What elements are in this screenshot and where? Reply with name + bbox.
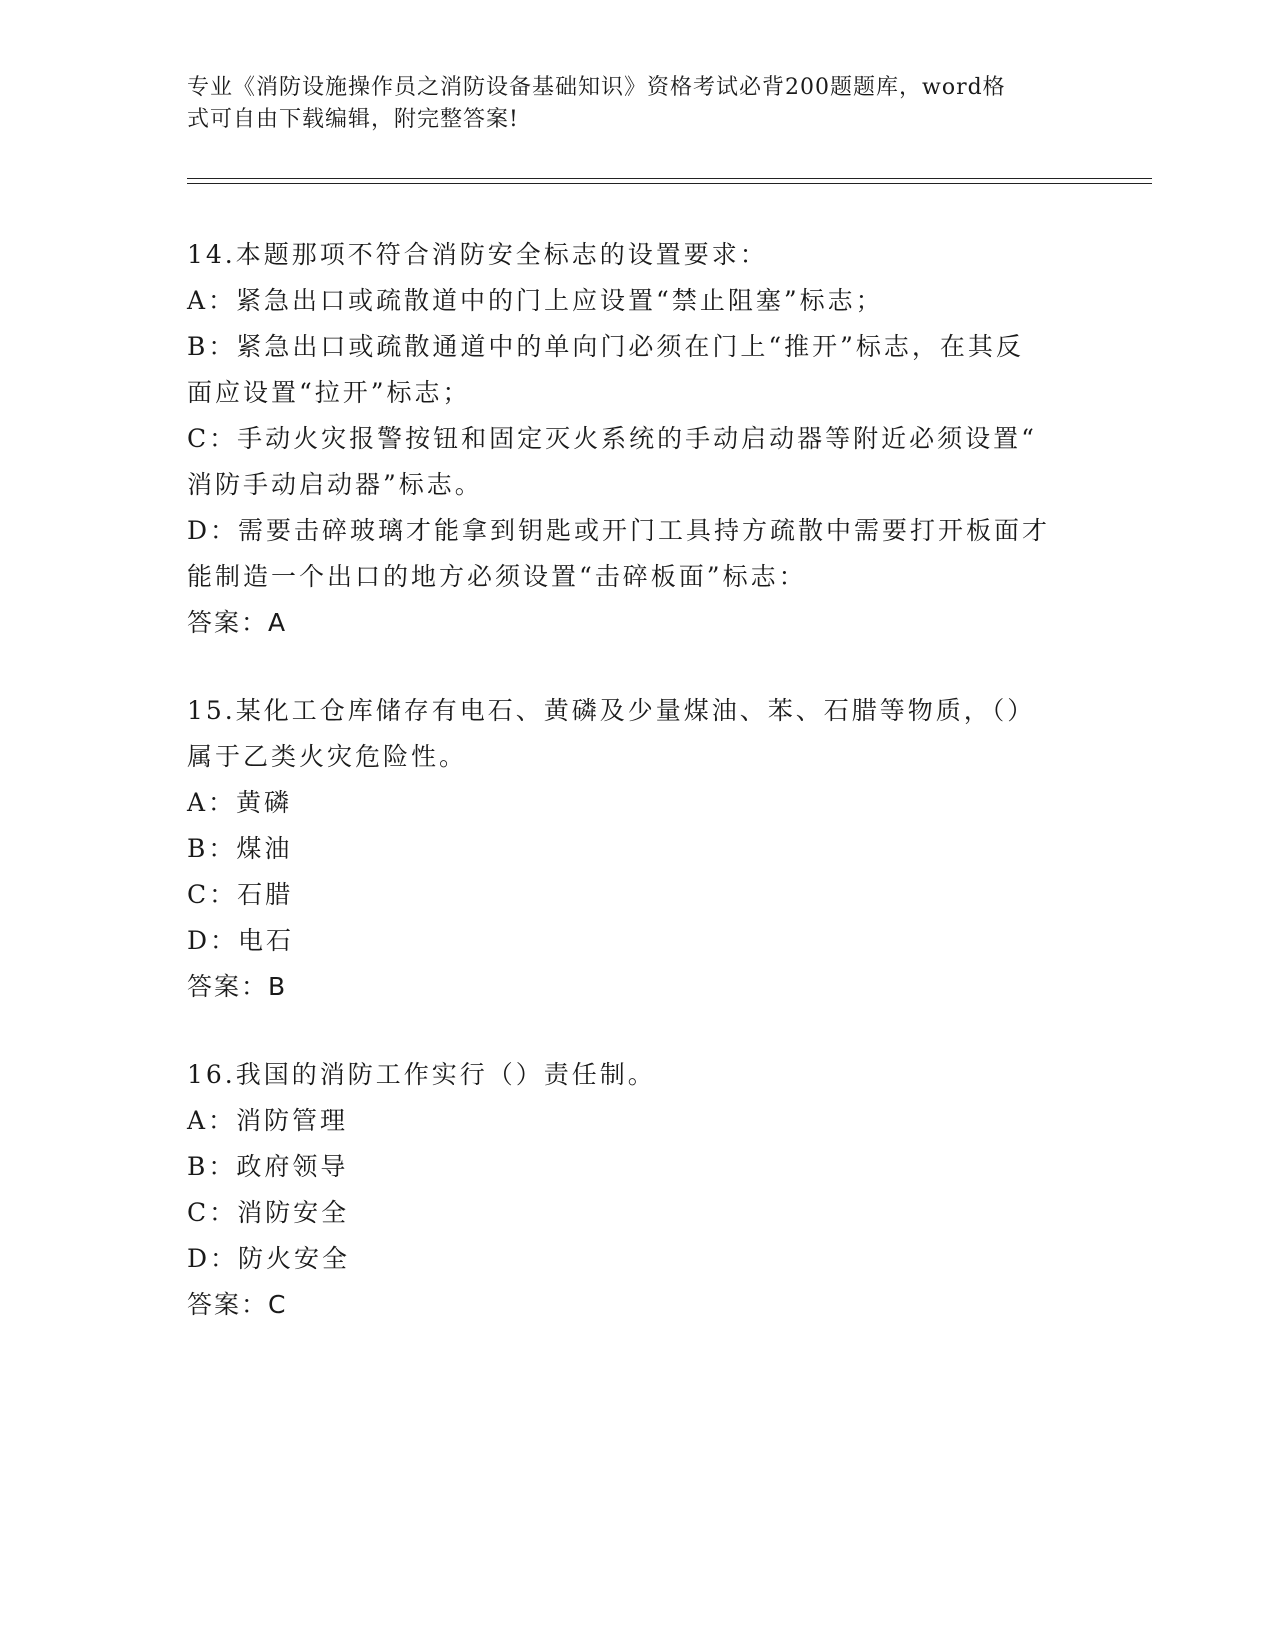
option-a: A：黄磷 (187, 788, 293, 817)
document-header (187, 72, 1067, 136)
option-a: A：紧急出口或疏散道中的门上应设置“禁止阻塞”标志； (187, 286, 884, 315)
answer-line: 答案：C (187, 1290, 288, 1319)
question-stem-continued: 属于乙类火灾危险性。 (187, 742, 468, 771)
option-c: C：消防安全 (187, 1198, 350, 1227)
question-stem: 16.我国的消防工作实行（）责任制。 (187, 1060, 656, 1089)
question-block (187, 232, 1087, 646)
option-b-continued: 面应设置“拉开”标志； (187, 378, 471, 407)
option-c-continued: 消防手动启动器”标志。 (187, 470, 483, 499)
header-divider-bottom (187, 183, 1152, 184)
option-b: B：紧急出口或疏散通道中的单向门必须在门上“推开”标志，在其反 (187, 332, 1024, 361)
option-b: B：煤油 (187, 834, 293, 863)
question-block (187, 1052, 1087, 1328)
option-c: C：手动火灾报警按钮和固定灭火系统的手动启动器等附近必须设置“ (187, 424, 1037, 453)
question-stem: 14.本题那项不符合消防安全标志的设置要求： (187, 240, 768, 269)
header-line-2: 式可自由下载编辑，附完整答案! (187, 107, 519, 132)
answer-line: 答案：A (187, 608, 288, 637)
question-list (187, 232, 1087, 1328)
option-d: D：防火安全 (187, 1244, 351, 1273)
answer-line: 答案：B (187, 972, 288, 1001)
option-d-continued: 能制造一个出口的地方必须设置“击碎板面”标志： (187, 562, 807, 591)
option-d: D：需要击碎玻璃才能拿到钥匙或开门工具持方疏散中需要打开板面才 (187, 516, 1051, 545)
option-d: D：电石 (187, 926, 295, 955)
question-stem: 15.某化工仓库储存有电石、黄磷及少量煤油、苯、石腊等物质，（） (187, 696, 1036, 725)
header-line-1: 专业《消防设施操作员之消防设备基础知识》资格考试必背200题题库，word格 (187, 75, 1006, 100)
header-divider-top (187, 178, 1152, 179)
option-a: A：消防管理 (187, 1106, 349, 1135)
option-c: C：石腊 (187, 880, 294, 909)
option-b: B：政府领导 (187, 1152, 349, 1181)
question-block (187, 688, 1087, 1010)
